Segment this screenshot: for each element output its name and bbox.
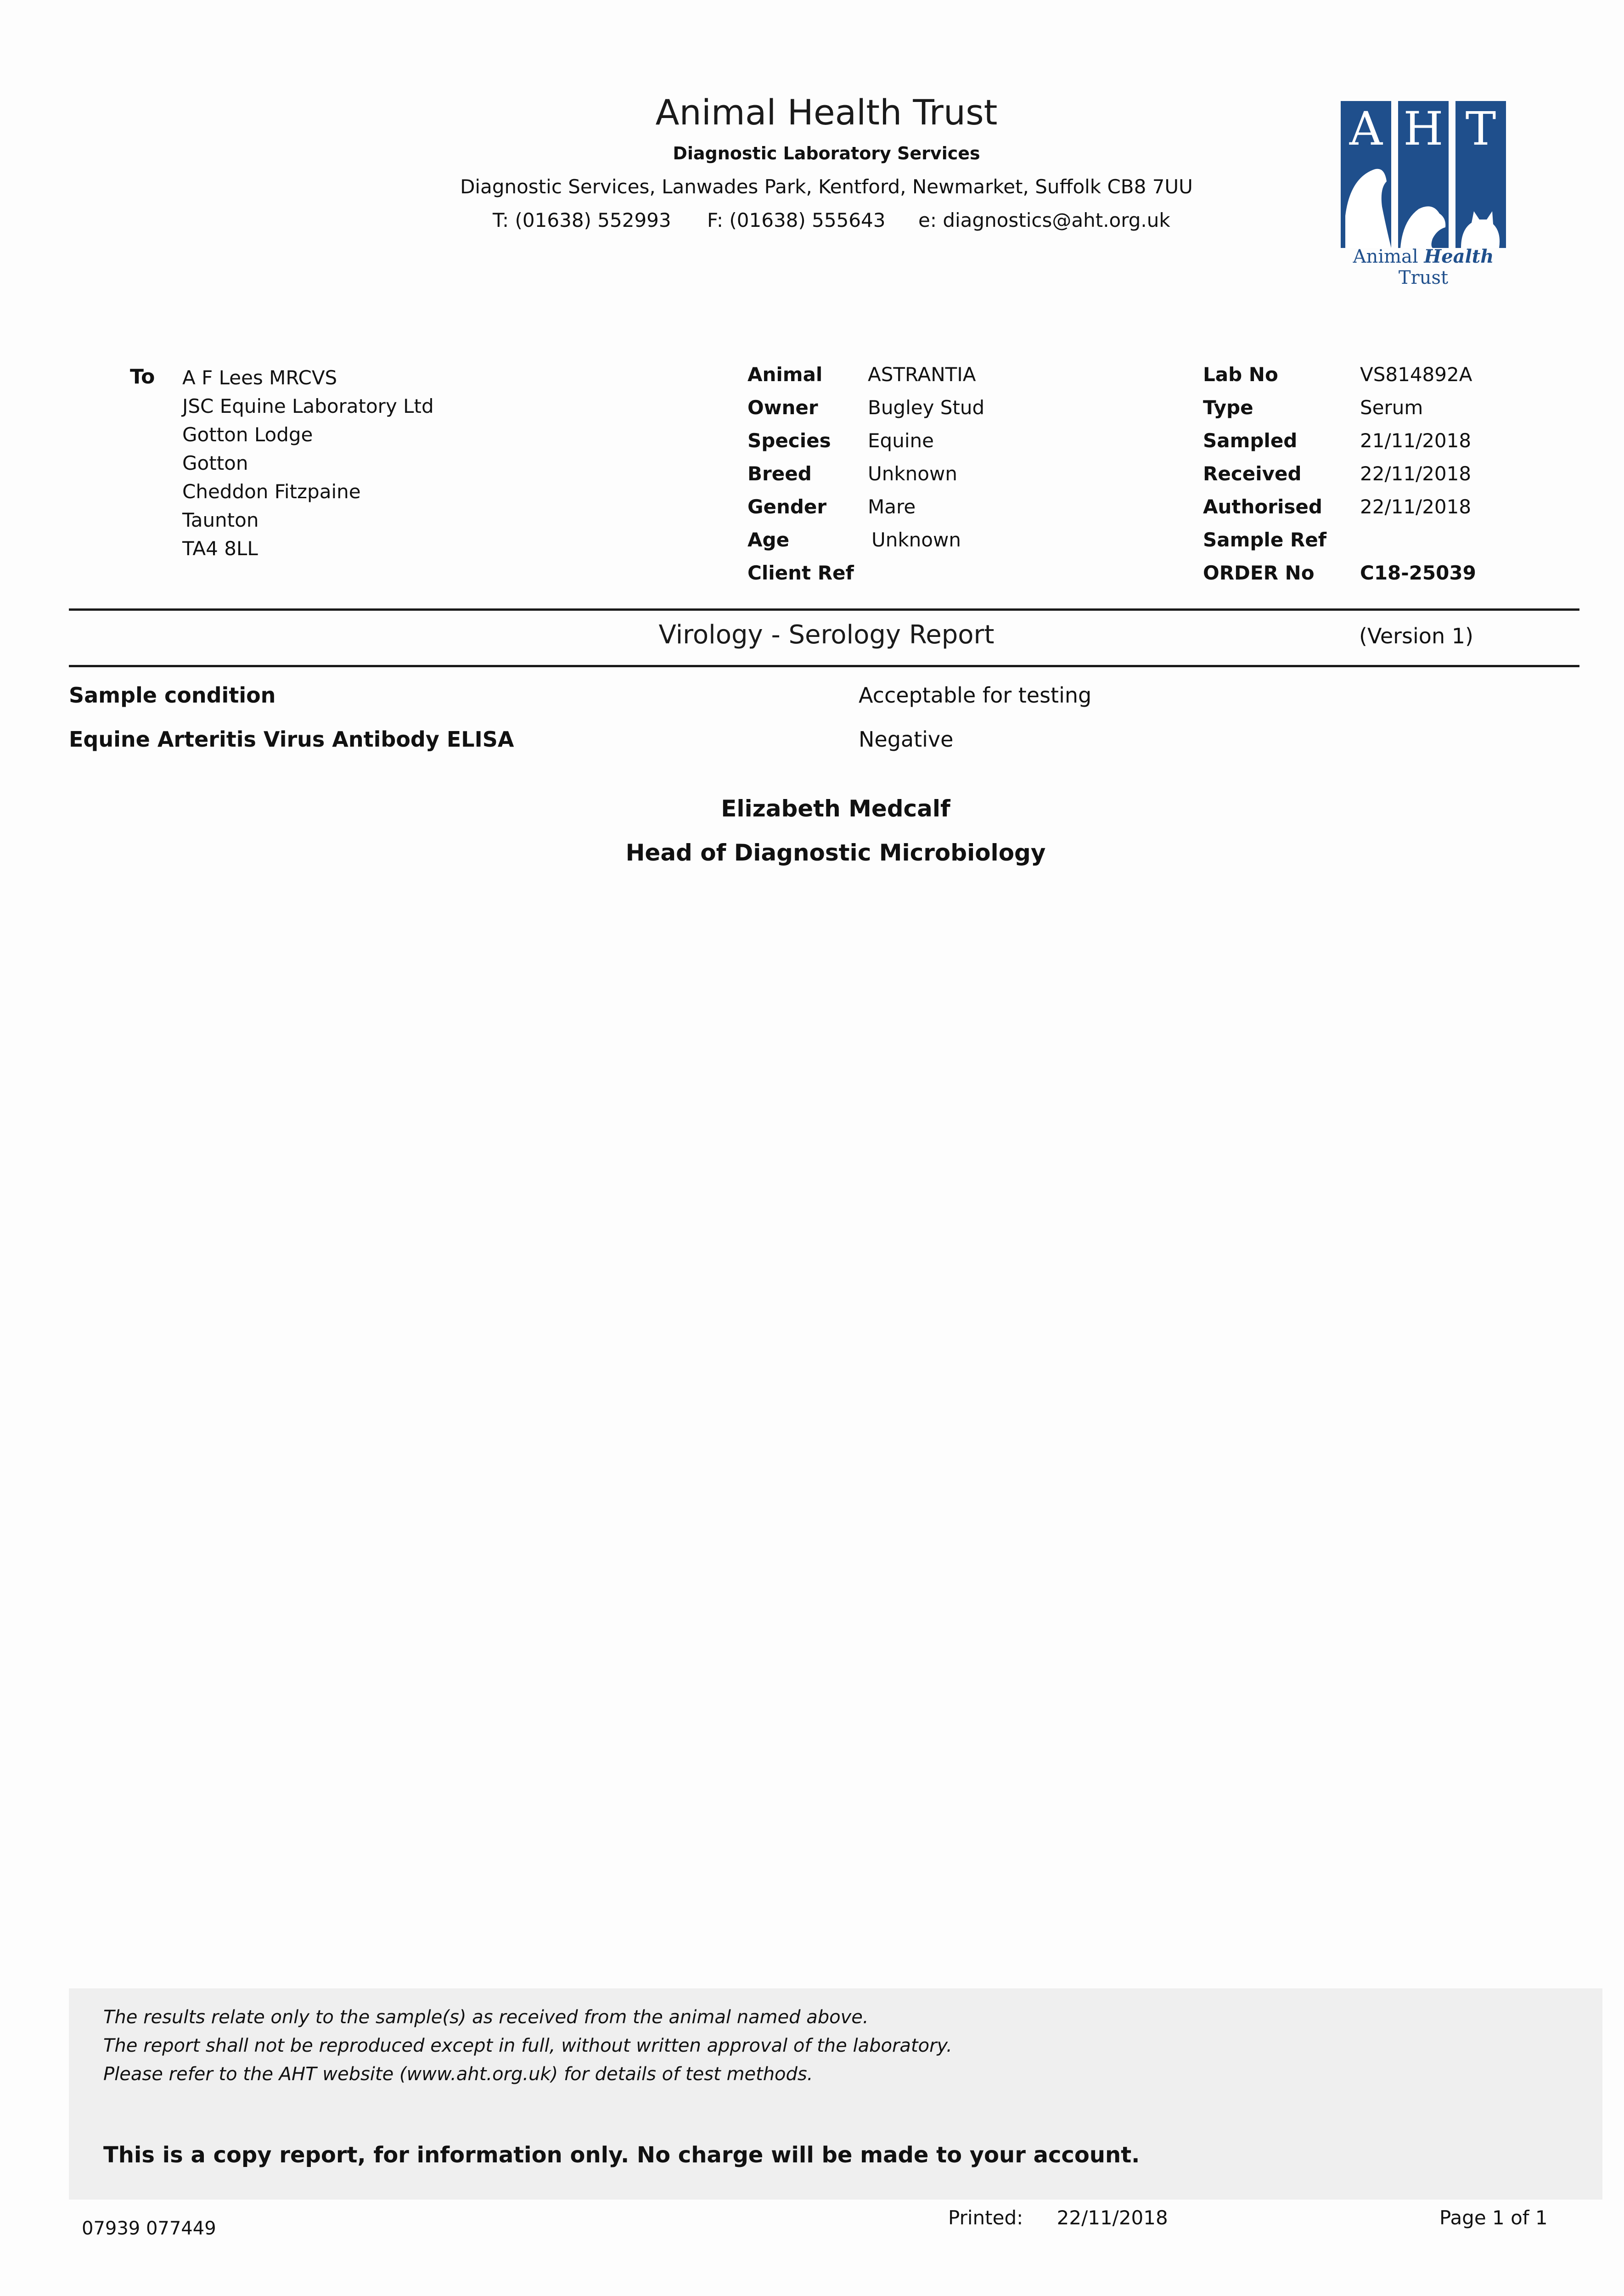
result-value: Negative: [859, 727, 954, 752]
animal-field-value: Bugley Stud: [868, 396, 985, 419]
lab-field-label: Sample Ref: [1203, 529, 1327, 551]
result-label: Equine Arteritis Virus Antibody ELISA: [69, 727, 514, 752]
lab-field-label: Sampled: [1203, 429, 1298, 452]
animal-field-label: Animal: [747, 363, 823, 386]
lab-field-value: [1360, 523, 1476, 557]
svg-text:A: A: [1349, 102, 1383, 156]
printed-value: 22/11/2018: [1056, 2206, 1168, 2229]
recipient-line: TA4 8LL: [182, 537, 258, 560]
footer-phone: 07939 077449: [82, 2218, 216, 2239]
page-number: Page 1 of 1: [1439, 2206, 1548, 2229]
animal-field-value: Unknown: [871, 529, 961, 551]
lab-email: e: diagnostics@aht.org.uk: [918, 209, 1170, 231]
disclaimer-line: The results relate only to the sample(s) as received from the animal named above.: [103, 2007, 869, 2028]
animal-field-value: Equine: [868, 429, 934, 452]
lab-fax: F: (01638) 555643: [707, 209, 886, 231]
animal-field-label: Client Ref: [747, 562, 854, 584]
animal-field-value: Mare: [868, 495, 916, 518]
svg-text:H: H: [1403, 102, 1444, 156]
animal-field-value: Unknown: [868, 462, 957, 485]
signatory-name: Elizabeth Medcalf: [721, 795, 950, 822]
signatory-role: Head of Diagnostic Microbiology: [625, 839, 1046, 866]
svg-text:T: T: [1465, 102, 1496, 156]
lab-field-value: Serum: [1360, 396, 1423, 419]
recipient-line: Gotton Lodge: [182, 423, 313, 446]
report-title: Virology - Serology Report: [658, 620, 995, 650]
to-label: To: [130, 365, 155, 388]
recipient-line: Taunton: [182, 509, 259, 531]
animal-field-value: ASTRANTIA: [868, 363, 976, 386]
animal-field-value: [868, 557, 984, 590]
lab-field-label: ORDER No: [1203, 562, 1315, 584]
recipient-line: Cheddon Fitzpaine: [182, 480, 361, 503]
result-value: Acceptable for testing: [859, 683, 1092, 708]
disclaimer-line: Please refer to the AHT website (www.aht.org.uk) for details of test methods.: [103, 2064, 813, 2085]
recipient-line: Gotton: [182, 452, 248, 474]
report-version: (Version 1): [1359, 624, 1473, 648]
animal-field-label: Gender: [747, 495, 827, 518]
printed-label: Printed:: [948, 2206, 1023, 2229]
animal-field-label: Breed: [747, 462, 812, 485]
lab-phone: T: (01638) 552993: [493, 209, 671, 231]
lab-field-value: 21/11/2018: [1360, 429, 1472, 452]
result-label: Sample condition: [69, 683, 276, 708]
animal-field-label: Species: [747, 429, 831, 452]
animal-details-labels: [747, 358, 854, 590]
animal-details-values: [868, 358, 984, 590]
lab-details-values: [1360, 358, 1476, 590]
aht-logo: [1341, 83, 1506, 271]
lab-field-value: 22/11/2018: [1360, 462, 1472, 485]
disclaimer-line: The report shall not be reproduced except in full, without written approval of the laboratory.: [103, 2035, 952, 2056]
animal-field-label: Owner: [747, 396, 818, 419]
lab-field-value: 22/11/2018: [1360, 495, 1472, 518]
recipient-address: [182, 364, 434, 563]
recipient-line: A F Lees MRCVS: [182, 366, 337, 389]
animal-field-label: Age: [747, 529, 790, 551]
logo-caption: Animal Health Trust: [1353, 246, 1494, 288]
divider-top: [69, 608, 1579, 611]
printed-date: [948, 2206, 1168, 2229]
lab-field-label: Type: [1203, 396, 1253, 419]
recipient-line: JSC Equine Laboratory Ltd: [182, 395, 434, 417]
lab-field-label: Lab No: [1203, 363, 1278, 386]
divider-bottom: [69, 665, 1579, 667]
lab-details-labels: [1203, 358, 1326, 590]
order-number-value: C18-25039: [1360, 562, 1476, 584]
lab-subtitle: Diagnostic Laboratory Services: [673, 143, 980, 163]
lab-field-label: Received: [1203, 462, 1302, 485]
lab-field-value: VS814892A: [1360, 363, 1472, 386]
lab-name-title: Animal Health Trust: [655, 92, 998, 133]
lab-address: Diagnostic Services, Lanwades Park, Kentford, Newmarket, Suffolk CB8 7UU: [460, 175, 1193, 198]
copy-report-note: This is a copy report, for information only. No charge will be made to your account.: [103, 2142, 1140, 2168]
lab-field-label: Authorised: [1203, 495, 1322, 518]
